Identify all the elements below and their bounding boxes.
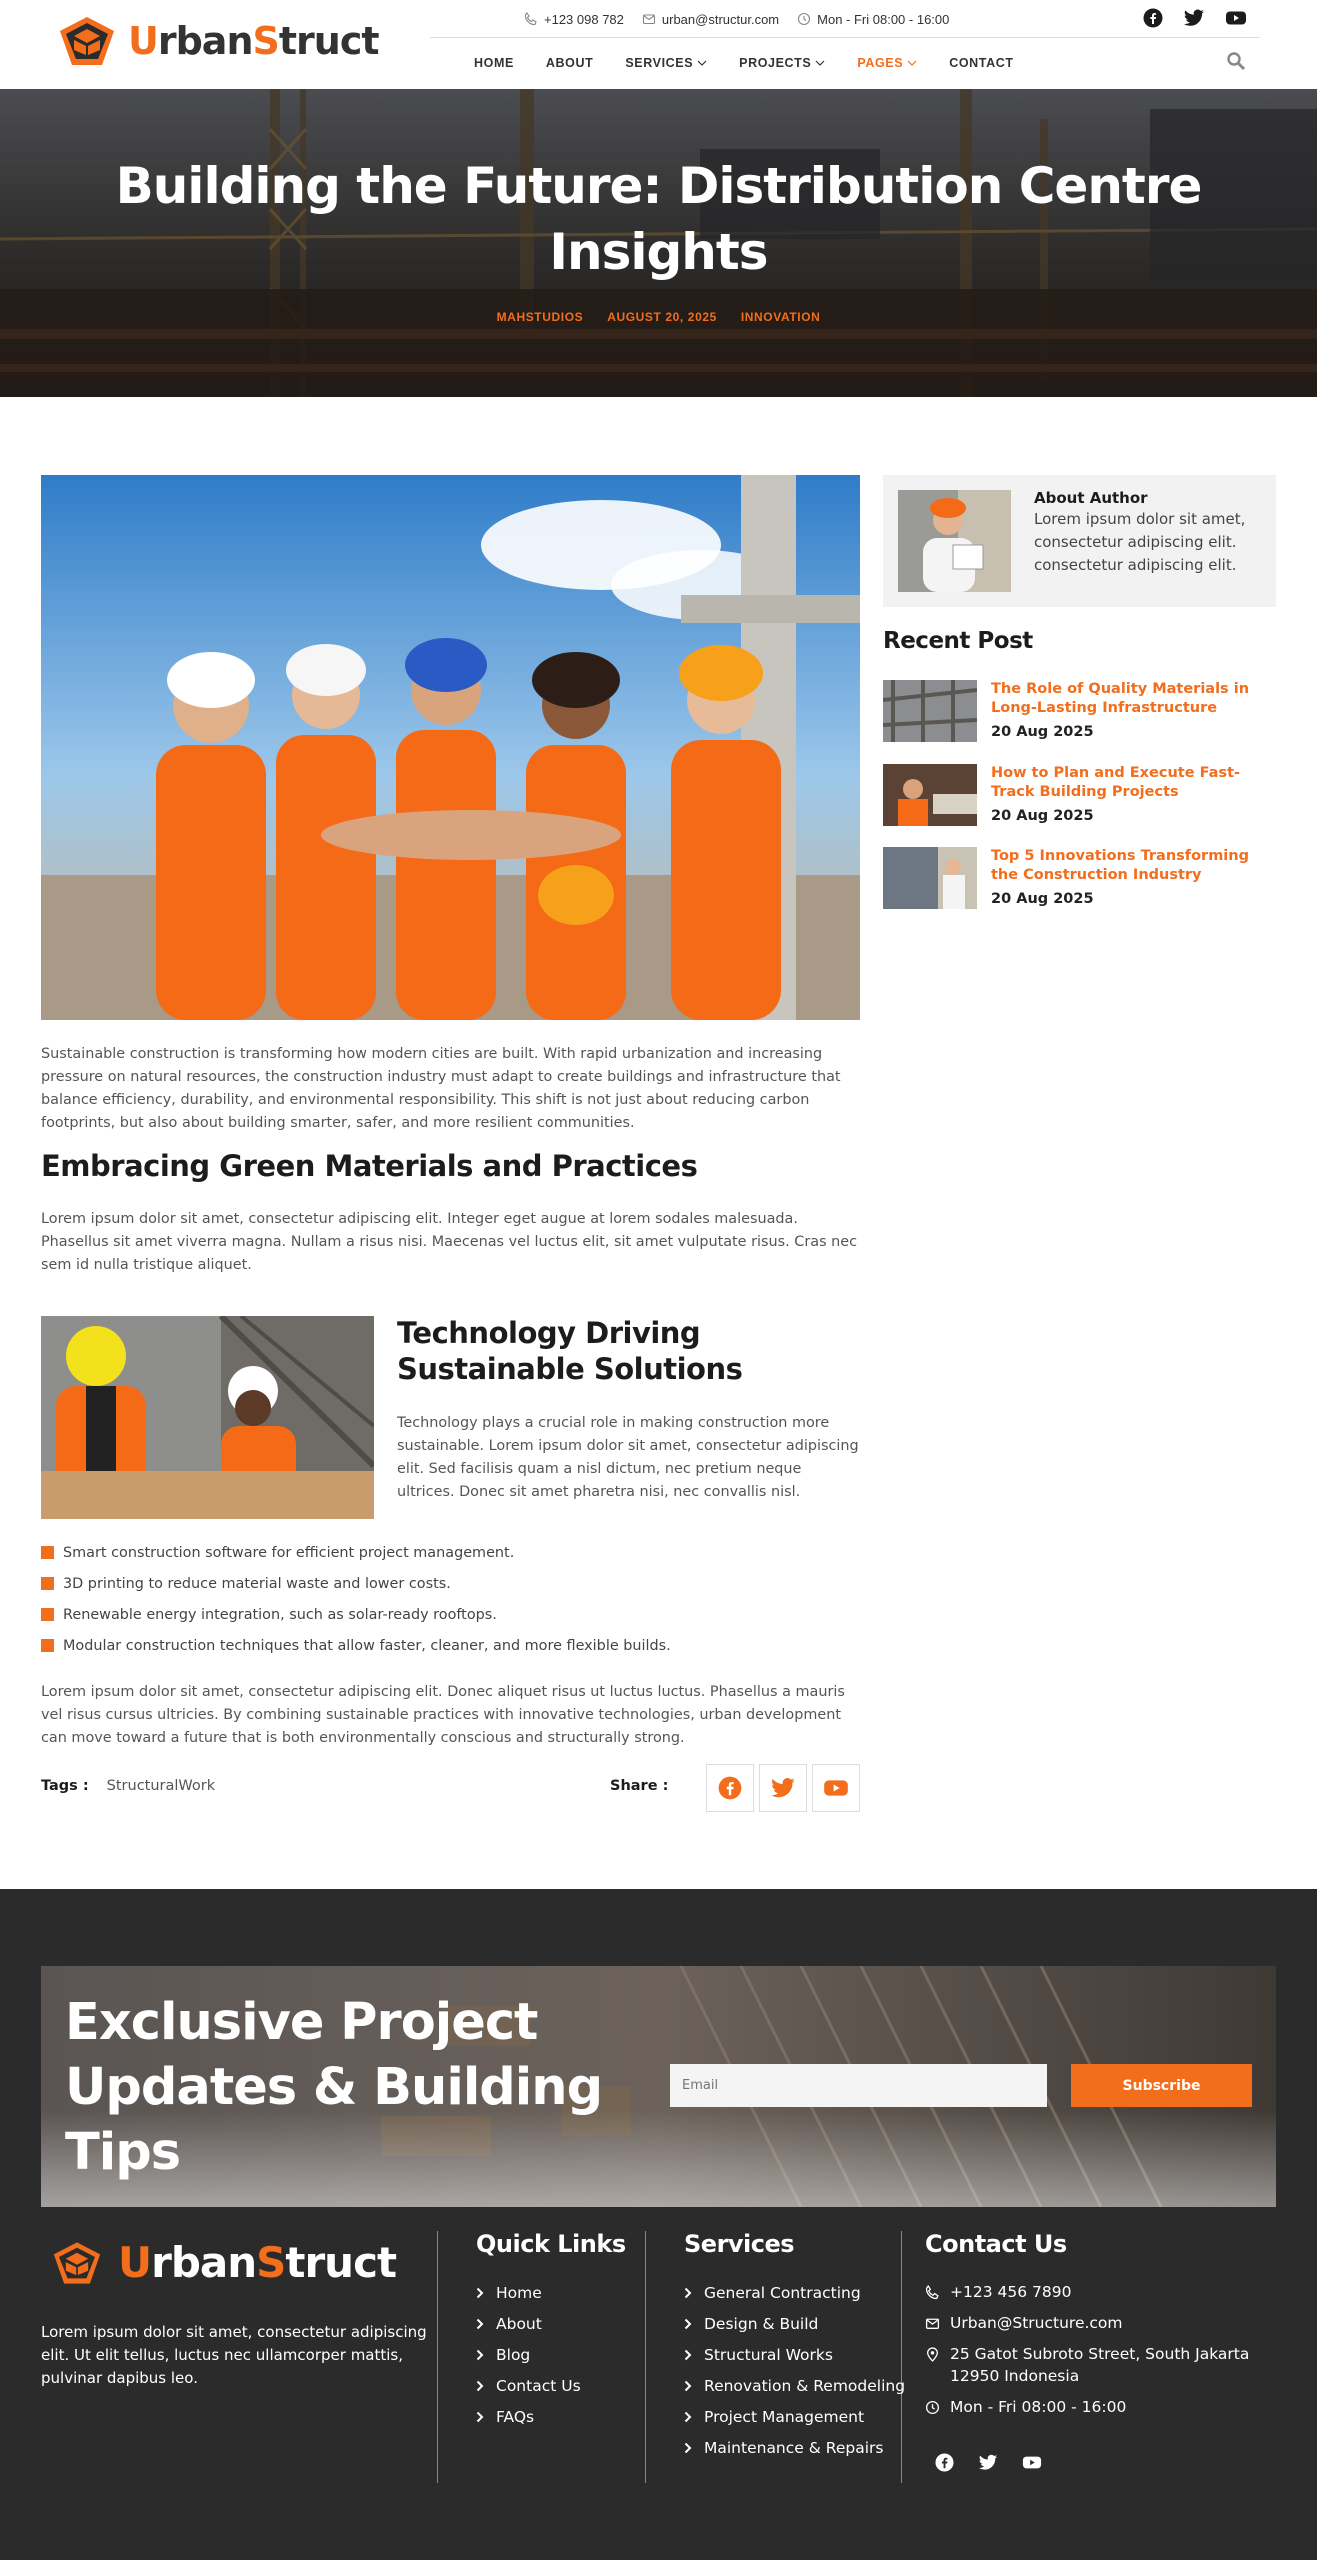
contact-phone[interactable] bbox=[925, 2281, 1285, 2303]
recent-post-title[interactable]: How to Plan and Execute Fast-Track Building Projects bbox=[991, 765, 1241, 800]
author-bio: Lorem ipsum dolor sit amet, consectetur adipiscing elit. consectetur adipiscing elit. bbox=[1034, 510, 1246, 574]
quick-link-contact[interactable] bbox=[476, 2370, 581, 2401]
share-buttons bbox=[706, 1764, 860, 1812]
list-item bbox=[41, 1568, 861, 1599]
quick-link-label: FAQs bbox=[496, 2407, 535, 2426]
service-link[interactable] bbox=[684, 2308, 905, 2339]
mail-icon bbox=[925, 2316, 940, 2331]
footer-divider bbox=[437, 2231, 438, 2483]
header-social bbox=[1143, 8, 1247, 28]
quick-link-label: Contact Us bbox=[496, 2376, 581, 2395]
post-meta bbox=[0, 310, 1317, 324]
quick-link-label: About bbox=[496, 2314, 542, 2333]
post-tags bbox=[41, 1778, 215, 1794]
contact-phone-text: +123 456 7890 bbox=[950, 2283, 1072, 2301]
nav-home[interactable]: HOME bbox=[474, 56, 514, 70]
contact-address bbox=[925, 2343, 1285, 2387]
nav-pages[interactable] bbox=[857, 56, 917, 70]
service-label: Maintenance & Repairs bbox=[704, 2438, 884, 2457]
contact-list bbox=[925, 2281, 1285, 2427]
facebook-icon[interactable] bbox=[935, 2453, 954, 2472]
search-icon[interactable] bbox=[1226, 51, 1246, 71]
chevron-down-icon bbox=[907, 60, 917, 66]
footer-divider bbox=[645, 2231, 646, 2483]
square-bullet-icon bbox=[41, 1639, 54, 1652]
contact-address-text: 25 Gatot Subroto Street, South Jakarta 12950 Indonesia bbox=[950, 2345, 1250, 2385]
post-author[interactable]: MAHSTUDIOS bbox=[496, 310, 584, 324]
recent-post-item[interactable] bbox=[883, 847, 1276, 909]
quick-link-blog[interactable] bbox=[476, 2339, 581, 2370]
phone-icon bbox=[925, 2285, 940, 2300]
section-paragraph-technology: Technology plays a crucial role in making construction more sustainable. Lorem ipsum dolor sit amet, consectetur adipiscing elit. Sed facilisis quam a nisl dictum, nec pretium neque ultrices. Donec sit amet pharetra nisi, nec convallis nisl. bbox=[397, 1415, 859, 1500]
top-phone-text: +123 098 782 bbox=[544, 11, 624, 27]
footer-about-text: Lorem ipsum dolor sit amet, consectetur adipiscing elit. Ut elit tellus, luctus nec ullamcorper mattis, pulvinar dapibus leo. bbox=[41, 2323, 427, 2387]
recent-post-item[interactable] bbox=[883, 680, 1276, 742]
list-item-text: Modular construction techniques that allow faster, cleaner, and more flexible builds. bbox=[63, 1637, 671, 1654]
site-logo[interactable] bbox=[56, 13, 379, 69]
facebook-icon[interactable] bbox=[1143, 8, 1163, 28]
recent-post-date: 20 Aug 2025 bbox=[991, 808, 1094, 824]
footer-social bbox=[935, 2453, 1042, 2472]
article-intro: Sustainable construction is transforming how modern cities are built. With rapid urbanization and increasing pressure on natural resources, the construction industry must adapt to create buildings and infrastructure that balance efficiency, durability, and environmental responsibility. This shift is not just about reducing carbon footprints, but also about building smarter, safer, and more resilient communities. bbox=[41, 1046, 841, 1131]
page-title: Building the Future: Distribution Centre Insights bbox=[115, 157, 1202, 281]
share-youtube-button[interactable] bbox=[812, 1764, 860, 1812]
youtube-icon[interactable] bbox=[1225, 8, 1247, 28]
team-construction-image bbox=[41, 475, 860, 1020]
square-bullet-icon bbox=[41, 1546, 54, 1559]
nav-divider bbox=[430, 37, 1260, 38]
section-paragraph-green-materials: Lorem ipsum dolor sit amet, consectetur adipiscing elit. Integer eget augue at lorem sodales malesuada. Phasellus sit amet viverra magna. Nullam a risus nisi. Maecenas vel luctus elit, sit amet vulputate risus. Cras nec sem id nulla tristique aliquet. bbox=[41, 1211, 858, 1273]
service-label: Project Management bbox=[704, 2407, 865, 2426]
author-heading: About Author bbox=[1034, 489, 1148, 507]
service-link[interactable] bbox=[684, 2277, 905, 2308]
nav-services[interactable] bbox=[625, 56, 707, 70]
contact-email[interactable] bbox=[925, 2312, 1285, 2334]
list-item bbox=[41, 1537, 861, 1568]
about-author-box bbox=[883, 475, 1276, 607]
post-category[interactable]: INNOVATION bbox=[740, 310, 821, 324]
recent-post-thumbnail bbox=[883, 847, 977, 909]
nav-about[interactable]: ABOUT bbox=[545, 56, 594, 70]
subscribe-button[interactable]: Subscribe bbox=[1071, 2064, 1252, 2107]
recent-post-heading: Recent Post bbox=[883, 628, 1033, 654]
services-heading: Services bbox=[684, 2230, 795, 2258]
square-bullet-icon bbox=[41, 1577, 54, 1590]
nav-projects[interactable] bbox=[739, 56, 825, 70]
service-link[interactable] bbox=[684, 2370, 905, 2401]
main-nav bbox=[474, 46, 1014, 80]
share-facebook-button[interactable] bbox=[706, 1764, 754, 1812]
top-info-bar bbox=[524, 6, 949, 32]
top-email-text: urban@structur.com bbox=[661, 11, 780, 27]
author-avatar bbox=[898, 490, 1011, 592]
service-link[interactable] bbox=[684, 2432, 905, 2463]
clock-icon bbox=[925, 2400, 940, 2415]
quick-links-list bbox=[476, 2277, 581, 2432]
article-conclusion: Lorem ipsum dolor sit amet, consectetur adipiscing elit. Donec aliquet risus ut luctus luctus. Phasellus a mauris vel risus cursus ultricies. By combining sustainable practices with innovative technologies, urban development can move toward a future that is both environmentally conscious and structurally strong. bbox=[41, 1684, 845, 1746]
recent-post-date: 20 Aug 2025 bbox=[991, 891, 1094, 907]
chevron-right-icon bbox=[684, 2442, 692, 2454]
twitter-icon[interactable] bbox=[978, 2453, 998, 2472]
nav-pages-label: PAGES bbox=[857, 56, 904, 70]
youtube-icon bbox=[823, 1776, 849, 1800]
site-header bbox=[0, 0, 1317, 89]
twitter-icon bbox=[770, 1776, 796, 1800]
nav-contact[interactable]: CONTACT bbox=[949, 56, 1014, 70]
top-email[interactable] bbox=[642, 12, 779, 27]
services-list bbox=[684, 2277, 905, 2463]
workers-blueprint-image bbox=[41, 1316, 374, 1519]
site-footer bbox=[0, 1889, 1317, 2560]
phone-icon bbox=[524, 12, 538, 26]
contact-hours bbox=[925, 2396, 1285, 2418]
chevron-right-icon bbox=[476, 2411, 484, 2423]
mail-icon bbox=[642, 12, 656, 26]
chevron-down-icon bbox=[815, 60, 825, 66]
clock-icon bbox=[797, 12, 811, 26]
share-twitter-button[interactable] bbox=[759, 1764, 807, 1812]
recent-post-item[interactable] bbox=[883, 764, 1276, 826]
chevron-right-icon bbox=[476, 2380, 484, 2392]
logo-icon bbox=[50, 2239, 104, 2287]
chevron-right-icon bbox=[476, 2349, 484, 2361]
footer-logo-wordmark: UrbanStruct bbox=[118, 2238, 397, 2287]
facebook-icon bbox=[718, 1776, 742, 1800]
newsletter-email-input[interactable] bbox=[670, 2064, 1047, 2107]
chevron-down-icon bbox=[697, 60, 707, 66]
service-label: Renovation & Remodeling bbox=[704, 2376, 906, 2395]
service-link[interactable] bbox=[684, 2339, 905, 2370]
list-item-text: 3D printing to reduce material waste and lower costs. bbox=[63, 1575, 451, 1592]
top-phone[interactable] bbox=[524, 12, 624, 27]
top-hours bbox=[797, 12, 949, 27]
quick-links-heading: Quick Links bbox=[476, 2230, 626, 2258]
list-item-text: Renewable energy integration, such as solar-ready rooftops. bbox=[63, 1606, 497, 1623]
tags-label: Tags : bbox=[41, 1778, 89, 1794]
square-bullet-icon bbox=[41, 1608, 54, 1621]
list-item bbox=[41, 1630, 861, 1661]
contact-email-text: Urban@Structure.com bbox=[950, 2314, 1123, 2332]
nav-services-label: SERVICES bbox=[625, 56, 694, 70]
recent-post-title[interactable]: Top 5 Innovations Transforming the Construction Industry bbox=[991, 848, 1249, 883]
quick-link-label: Home bbox=[496, 2283, 542, 2302]
contact-heading: Contact Us bbox=[925, 2230, 1067, 2258]
logo-wordmark: UrbanStruct bbox=[128, 19, 379, 63]
twitter-icon[interactable] bbox=[1183, 8, 1205, 28]
list-item bbox=[41, 1599, 861, 1630]
service-link[interactable] bbox=[684, 2401, 905, 2432]
chevron-right-icon bbox=[684, 2287, 692, 2299]
nav-projects-label: PROJECTS bbox=[739, 56, 812, 70]
footer-logo[interactable] bbox=[50, 2238, 396, 2287]
chevron-right-icon bbox=[684, 2411, 692, 2423]
section-heading-green-materials: Embracing Green Materials and Practices bbox=[41, 1149, 698, 1183]
list-item-text: Smart construction software for efficient project management. bbox=[63, 1544, 515, 1561]
newsletter-heading: Exclusive Project Updates & Building Tips bbox=[65, 1993, 603, 2182]
recent-post-date: 20 Aug 2025 bbox=[991, 724, 1094, 740]
share-label: Share : bbox=[610, 1778, 669, 1794]
tag-link[interactable]: StructuralWork bbox=[106, 1778, 216, 1794]
chevron-right-icon bbox=[684, 2318, 692, 2330]
service-label: Structural Works bbox=[704, 2345, 833, 2364]
logo-icon bbox=[56, 13, 118, 69]
service-label: Design & Build bbox=[704, 2314, 819, 2333]
service-label: General Contracting bbox=[704, 2283, 861, 2302]
chevron-right-icon bbox=[684, 2380, 692, 2392]
quick-link-faqs[interactable] bbox=[476, 2401, 581, 2432]
recent-post-thumbnail bbox=[883, 764, 977, 826]
section-heading-technology: Technology Driving Sustainable Solutions bbox=[397, 1316, 743, 1386]
chevron-right-icon bbox=[476, 2318, 484, 2330]
technology-list bbox=[41, 1537, 861, 1661]
hero-banner bbox=[0, 89, 1317, 397]
recent-post-thumbnail bbox=[883, 680, 977, 742]
chevron-right-icon bbox=[684, 2349, 692, 2361]
post-date: AUGUST 20, 2025 bbox=[607, 310, 717, 324]
youtube-icon[interactable] bbox=[1022, 2453, 1042, 2472]
top-hours-text: Mon - Fri 08:00 - 16:00 bbox=[817, 11, 950, 27]
quick-link-home[interactable] bbox=[476, 2277, 581, 2308]
recent-post-title[interactable]: The Role of Quality Materials in Long-Lasting Infrastructure bbox=[991, 681, 1250, 716]
chevron-right-icon bbox=[476, 2287, 484, 2299]
contact-hours-text: Mon - Fri 08:00 - 16:00 bbox=[950, 2398, 1127, 2416]
quick-link-label: Blog bbox=[496, 2345, 531, 2364]
quick-link-about[interactable] bbox=[476, 2308, 581, 2339]
newsletter-banner bbox=[41, 1966, 1276, 2207]
location-pin-icon bbox=[925, 2347, 940, 2362]
